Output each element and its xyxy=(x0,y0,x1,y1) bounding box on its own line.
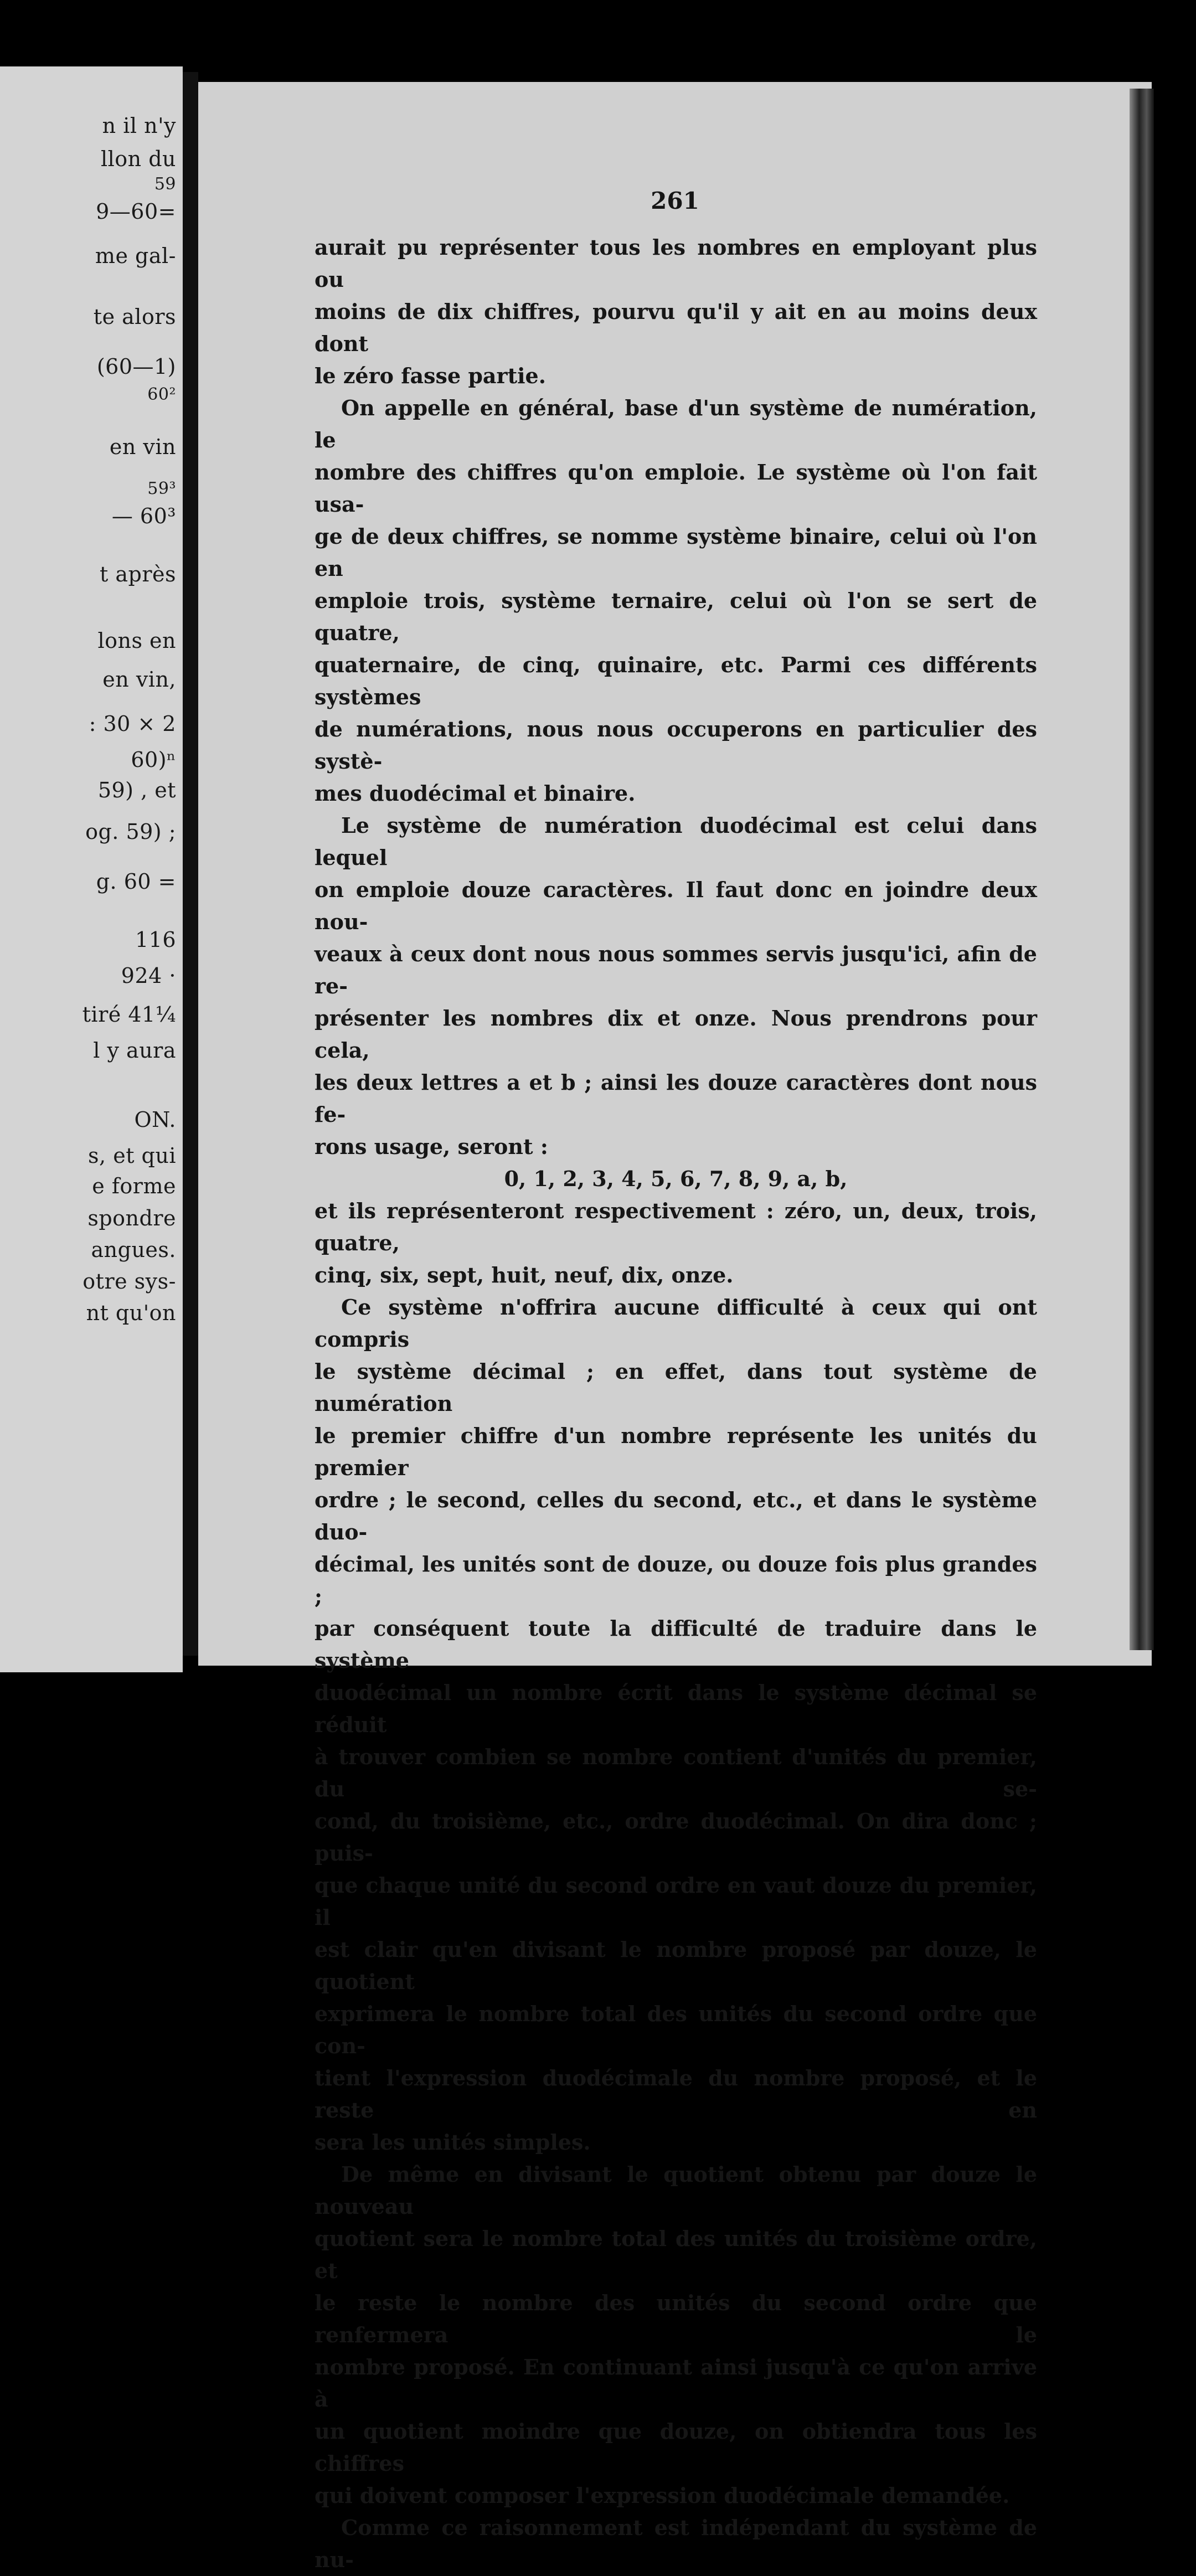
text-line: les deux lettres a et b ; ainsi les douze caractères dont nous fe- xyxy=(315,1070,1037,1127)
left-line: — 60³ xyxy=(111,504,176,528)
left-line: 60² xyxy=(147,385,176,404)
text-line: ge de deux chiffres, se nomme système binaire, celui où l'on en xyxy=(315,524,1037,581)
text-line: rons usage, seront : xyxy=(315,1134,548,1159)
text-line: décimal, les unités sont de douze, ou douze fois plus grandes ; xyxy=(315,1552,1037,1609)
left-line: ON. xyxy=(134,1107,176,1132)
left-line: nt qu'on xyxy=(86,1301,176,1325)
text-line: le premier chiffre d'un nombre représente les unités du premier xyxy=(315,1423,1037,1480)
left-line: n il n'y xyxy=(102,114,176,138)
book-page xyxy=(198,82,1152,2572)
text-line: moins de dix chiffres, pourvu qu'il y ait en au moins deux dont xyxy=(315,299,1037,356)
text-line: tient l'expression duodécimale du nombre proposé, et le reste en xyxy=(315,2065,1037,2122)
text-line: le zéro fasse partie. xyxy=(315,363,546,388)
left-line: 60)ⁿ xyxy=(131,748,176,772)
left-line: : 30 × 2 xyxy=(89,712,176,736)
text-line: un quotient moindre que douze, on obtiendra tous les chiffres xyxy=(315,2419,1037,2476)
left-line: 59 xyxy=(154,174,176,194)
left-line: te alors xyxy=(93,305,176,329)
left-line: l y aura xyxy=(93,1038,176,1063)
digit-list: 0, 1, 2, 3, 4, 5, 6, 7, 8, 9, a, b, xyxy=(504,1166,848,1191)
text-line: De même en divisant le quotient obtenu par douze le nouveau xyxy=(315,2162,1037,2219)
text-line: veaux à ceux dont nous nous sommes servis jusqu'ici, afin de re- xyxy=(315,941,1037,998)
text-line: mes duodécimal et binaire. xyxy=(315,781,636,806)
left-line: e forme xyxy=(92,1174,176,1198)
text-line: et ils représenteront respectivement : zéro, un, deux, trois, quatre, xyxy=(315,1198,1037,1255)
text-line: emploie trois, système ternaire, celui où l'on se sert de quatre, xyxy=(315,588,1037,645)
left-line: otre sys- xyxy=(83,1269,176,1294)
text-line: exprimera le nombre total des unités du second ordre que con- xyxy=(315,2001,1037,2058)
left-line: angues. xyxy=(91,1238,176,1262)
page-edge xyxy=(1130,89,1154,1650)
text-line: sera les unités simples. xyxy=(315,2130,591,2155)
text-line: aurait pu représenter tous les nombres en employant plus ou xyxy=(315,235,1037,292)
text-line: le système décimal ; en effet, dans tout système de numération xyxy=(315,1359,1037,1416)
left-line: g. 60 = xyxy=(96,869,176,894)
text-line: Le système de numération duodécimal est celui dans lequel xyxy=(315,813,1037,870)
text-line: par conséquent toute la difficulté de traduire dans le système xyxy=(315,1616,1037,1673)
left-line: en vin, xyxy=(102,667,176,692)
text-line: à trouver combien se nombre contient d'unités du premier, du se- xyxy=(315,1744,1037,1801)
text-line: Comme ce raisonnement est indépendant du système de nu- xyxy=(315,2515,1037,2572)
left-line: me gal- xyxy=(95,244,176,268)
text-line: nombre des chiffres qu'on emploie. Le système où l'on fait usa- xyxy=(315,460,1037,517)
left-line: lons en xyxy=(97,628,176,653)
text-line: qui doivent composer l'expression duodécimale demandée. xyxy=(315,2483,1010,2508)
left-line: tiré 41¼ xyxy=(82,1002,176,1027)
text-line: le reste le nombre des unités du second ordre que renfermera le xyxy=(315,2290,1037,2347)
text-line: duodécimal un nombre écrit dans le système décimal se réduit xyxy=(315,1680,1037,1737)
text-line: Ce système n'offrira aucune difficulté à ceux qui ont compris xyxy=(315,1295,1037,1352)
text-line: est clair qu'en divisant le nombre proposé par douze, le quotient xyxy=(315,1937,1037,1994)
left-line: 59³ xyxy=(147,479,176,498)
left-line: (60—1) xyxy=(96,354,176,379)
left-line: llon du xyxy=(100,147,176,171)
text-line: quotient sera le nombre total des unités du troisième ordre, et xyxy=(315,2226,1037,2283)
left-line: 116 xyxy=(135,928,176,952)
left-line: spondre xyxy=(87,1206,176,1230)
book-gutter xyxy=(183,72,198,1656)
left-line: 924 · xyxy=(121,964,176,988)
left-line: 59) , et xyxy=(97,778,176,802)
left-line: t après xyxy=(100,562,176,586)
left-line: s, et qui xyxy=(88,1143,176,1168)
left-page-fragment xyxy=(0,66,183,1672)
text-line: nombre proposé. En continuant ainsi jusqu'à ce qu'on arrive à xyxy=(315,2355,1037,2412)
page-number: 261 xyxy=(651,187,699,214)
text-line: ordre ; le second, celles du second, etc., et dans le système duo- xyxy=(315,1487,1037,1544)
text-line: que chaque unité du second ordre en vaut douze du premier, il xyxy=(315,1873,1037,1930)
left-line: 9—60= xyxy=(96,199,176,224)
text-line: cond, du troisième, etc., ordre duodécimal. On dira donc ; puis- xyxy=(315,1809,1037,1866)
page-body xyxy=(315,231,1037,2576)
left-line: og. 59) ; xyxy=(85,820,176,844)
text-line: de numérations, nous nous occuperons en particulier des systè- xyxy=(315,717,1037,774)
text-line: on emploie douze caractères. Il faut donc en joindre deux nou- xyxy=(315,877,1037,934)
text-line: quaternaire, de cinq, quinaire, etc. Parmi ces différents systèmes xyxy=(315,652,1037,709)
text-line: On appelle en général, base d'un système de numération, le xyxy=(315,395,1037,452)
text-line: cinq, six, sept, huit, neuf, dix, onze. xyxy=(315,1263,734,1287)
text-line: présenter les nombres dix et onze. Nous prendrons pour cela, xyxy=(315,1006,1037,1063)
left-line: en vin xyxy=(109,435,176,459)
